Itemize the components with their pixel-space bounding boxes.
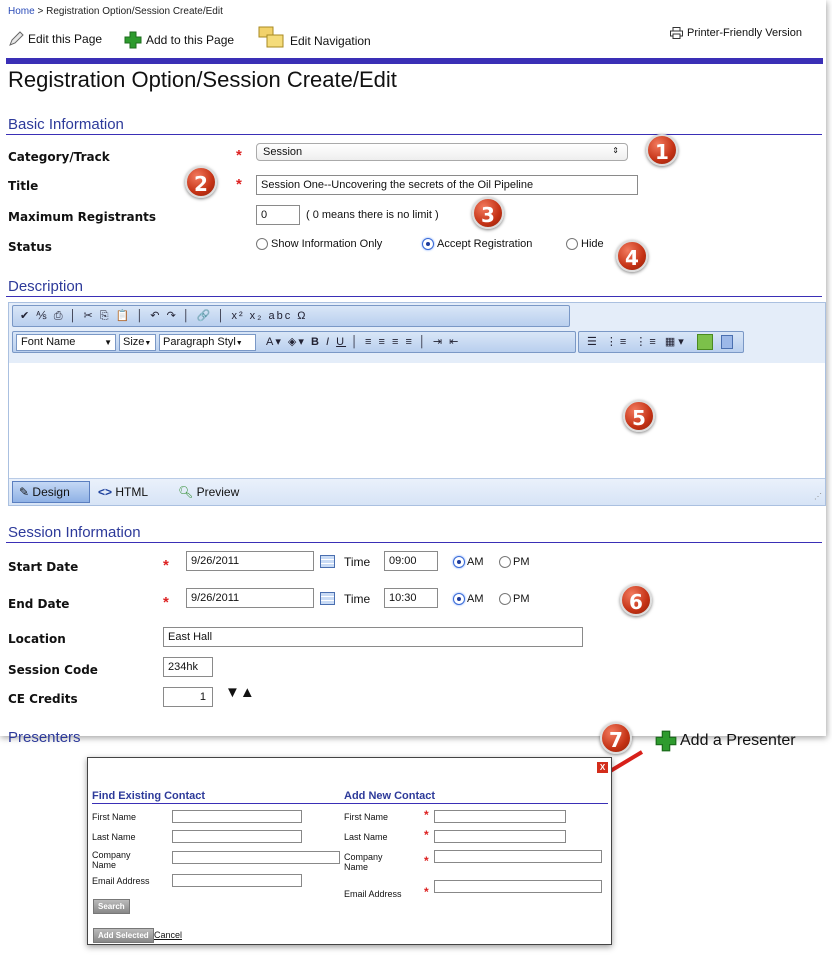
ce-credits-label: CE Credits	[8, 692, 78, 706]
edit-navigation-button[interactable]	[258, 25, 371, 49]
chevron-down-icon: ▼	[104, 338, 112, 347]
status-radio-hide[interactable]	[566, 238, 604, 250]
radio-button-selected[interactable]	[453, 593, 465, 605]
radio-button[interactable]	[566, 238, 578, 250]
new-last-name-input[interactable]	[434, 830, 566, 843]
callout-badge-6: 6	[620, 584, 652, 616]
location-label: Location	[8, 632, 66, 646]
add-page-label: Add to this Page	[146, 33, 235, 47]
cancel-link[interactable]: Cancel	[154, 930, 183, 940]
status-option-label: Hide	[581, 238, 604, 250]
breadcrumb-separator: >	[34, 6, 47, 17]
first-name-label: First Name	[92, 812, 137, 822]
add-presenter-popup	[87, 757, 612, 945]
first-name-label: First Name	[344, 812, 389, 822]
required-marker: *	[424, 854, 429, 868]
find-last-name-input[interactable]	[172, 830, 302, 843]
editor-toolbar-row-2b	[578, 331, 744, 353]
required-marker: *	[163, 594, 169, 611]
session-code-label: Session Code	[8, 663, 98, 677]
status-radio-accept[interactable]	[422, 238, 532, 250]
find-contact-rule	[92, 803, 346, 804]
plus-icon	[124, 31, 142, 49]
edit-navigation-label: Edit Navigation	[290, 34, 371, 48]
page-title: Registration Option/Session Create/Edit	[8, 67, 397, 92]
editor-toolbar-row-1	[12, 305, 570, 327]
session-info-heading: Session Information	[8, 524, 141, 541]
callout-badge-4: 4	[616, 240, 648, 272]
end-date-label: End Date	[8, 597, 70, 611]
plus-icon	[655, 730, 677, 752]
company-name-label: Company Name	[92, 850, 131, 870]
required-marker: *	[424, 885, 429, 899]
radio-button[interactable]	[499, 556, 511, 568]
pm-label: PM	[513, 593, 530, 605]
add-page-button[interactable]	[124, 31, 234, 49]
callout-badge-5: 5	[623, 400, 655, 432]
presenters-heading: Presenters	[8, 729, 81, 746]
start-pm-radio[interactable]	[499, 556, 530, 568]
new-contact-rule	[344, 803, 608, 804]
callout-badge-3: 3	[472, 197, 504, 229]
start-am-radio[interactable]	[453, 556, 484, 568]
chevron-down-icon: ▼	[235, 340, 243, 347]
time-label: Time	[344, 555, 371, 569]
am-label: AM	[467, 593, 484, 605]
folders-icon	[258, 25, 286, 49]
find-contact-heading: Find Existing Contact	[92, 790, 206, 802]
edit-page-label: Edit this Page	[28, 32, 103, 46]
radio-button-selected[interactable]	[422, 238, 434, 250]
chevron-down-icon: ▼	[144, 340, 152, 347]
max-registrants-label: Maximum Registrants	[8, 210, 157, 224]
pencil-icon	[8, 31, 24, 47]
paragraph-style-label: Paragraph Styl	[163, 336, 236, 348]
editor-toolbar-row-2	[12, 331, 576, 353]
breadcrumb-current: Registration Option/Session Create/Edit	[46, 6, 223, 17]
design-mode-icon[interactable]	[697, 334, 713, 350]
callout-badge-7: 7	[600, 722, 632, 754]
session-code-input[interactable]: 234hk	[163, 657, 213, 677]
session-info-rule	[6, 542, 822, 543]
description-rule	[6, 296, 822, 297]
paragraph-style-dropdown[interactable]	[159, 334, 256, 351]
resize-grip-icon[interactable]: ⋰	[814, 492, 822, 501]
tab-design[interactable]	[12, 481, 90, 503]
callout-badge-2: 2	[185, 166, 217, 198]
search-button[interactable]: Search	[93, 899, 130, 914]
status-label: Status	[8, 240, 52, 254]
add-presenter-button[interactable]	[655, 730, 796, 752]
title-input[interactable]: Session One--Uncovering the secrets of the Oil Pipeline	[256, 175, 638, 195]
category-label: Category/Track	[8, 150, 110, 164]
status-option-label: Show Information Only	[271, 238, 383, 250]
end-pm-radio[interactable]	[499, 593, 530, 605]
add-selected-button[interactable]: Add Selected	[93, 928, 154, 943]
max-registrants-input[interactable]: 0	[256, 205, 300, 225]
new-contact-heading: Add New Contact	[344, 790, 436, 802]
size-label: Size	[123, 336, 145, 348]
stepper-arrows-icon[interactable]: ▼▲	[225, 684, 255, 701]
required-marker: *	[236, 176, 242, 193]
pm-label: PM	[513, 556, 530, 568]
time-label: Time	[344, 592, 371, 606]
start-date-input[interactable]: 9/26/2011	[186, 551, 314, 571]
required-marker: *	[424, 828, 429, 842]
printer-icon	[670, 27, 683, 39]
status-radio-show-info[interactable]	[256, 238, 382, 250]
category-select-value: Session	[263, 146, 303, 158]
am-label: AM	[467, 556, 484, 568]
radio-button[interactable]	[256, 238, 268, 250]
editor-list-buttons[interactable]: ☰ ⋮≡ ⋮≡ ▦▾	[587, 336, 687, 348]
editor-format-buttons[interactable]: ✔ ⅍ ⎙ │ ✂ ⎘ 📋 │ ↶ ↷ │ 🔗 │ x² x₂ abc Ω	[20, 310, 308, 322]
find-first-name-input[interactable]	[172, 810, 302, 823]
email-label: Email Address	[344, 889, 402, 899]
new-first-name-input[interactable]	[434, 810, 566, 823]
font-name-label: Font Name	[21, 336, 76, 348]
new-email-input[interactable]	[434, 880, 602, 893]
location-input[interactable]: East Hall	[163, 627, 583, 647]
required-marker: *	[236, 147, 242, 164]
code-icon: <>	[98, 485, 113, 499]
magnifier-icon: 🔍︎	[178, 485, 194, 499]
last-name-label: Last Name	[92, 832, 136, 842]
radio-button[interactable]	[499, 593, 511, 605]
breadcrumb-home-link[interactable]: Home	[8, 6, 35, 17]
printer-friendly-label: Printer-Friendly Version	[687, 27, 802, 39]
company-name-label: Company Name	[344, 852, 383, 872]
edit-page-button[interactable]	[8, 31, 102, 47]
tab-preview-label: Preview	[196, 485, 240, 499]
end-time-input[interactable]: 10:30	[384, 588, 438, 608]
max-registrants-hint: ( 0 means there is no limit )	[306, 209, 439, 221]
category-select[interactable]	[256, 143, 628, 161]
editor-style-buttons[interactable]: A▾ ◈▾ B I U │ ≡ ≡ ≡ ≡ │ ⇥ ⇤	[266, 336, 461, 348]
email-label: Email Address	[92, 876, 150, 886]
ce-credits-input[interactable]: 1	[163, 687, 213, 707]
add-presenter-label: Add a Presenter	[680, 732, 796, 749]
find-company-input[interactable]	[172, 851, 340, 864]
basic-info-rule	[6, 134, 822, 135]
header-rule	[6, 58, 823, 64]
end-date-input[interactable]: 9/26/2011	[186, 588, 314, 608]
callout-badge-1: 1	[646, 134, 678, 166]
basic-info-heading: Basic Information	[8, 116, 124, 133]
breadcrumb	[8, 6, 223, 17]
find-email-input[interactable]	[172, 874, 302, 887]
description-heading: Description	[8, 278, 84, 295]
pencil-icon: ✎	[19, 485, 30, 499]
calendar-icon[interactable]	[320, 592, 335, 605]
required-marker: *	[424, 808, 429, 822]
tab-design-label: Design	[32, 485, 70, 499]
font-name-dropdown[interactable]	[16, 334, 116, 351]
required-marker: *	[163, 557, 169, 574]
select-arrows-icon: ⇕	[612, 146, 619, 155]
start-date-label: Start Date	[8, 560, 79, 574]
new-company-input[interactable]	[434, 850, 602, 863]
radio-button-selected[interactable]	[453, 556, 465, 568]
tab-html-label: HTML	[115, 485, 149, 499]
tab-html[interactable]	[98, 485, 148, 499]
tab-preview[interactable]	[178, 485, 239, 499]
title-label: Title	[8, 179, 39, 193]
start-time-input[interactable]: 09:00	[384, 551, 438, 571]
screen-icon[interactable]	[721, 335, 733, 349]
end-am-radio[interactable]	[453, 593, 484, 605]
status-option-label: Accept Registration	[437, 238, 533, 250]
size-dropdown[interactable]	[119, 334, 156, 351]
calendar-icon[interactable]	[320, 555, 335, 568]
printer-friendly-link[interactable]	[670, 27, 802, 39]
last-name-label: Last Name	[344, 832, 388, 842]
popup-close-icon[interactable]: X	[597, 762, 608, 773]
